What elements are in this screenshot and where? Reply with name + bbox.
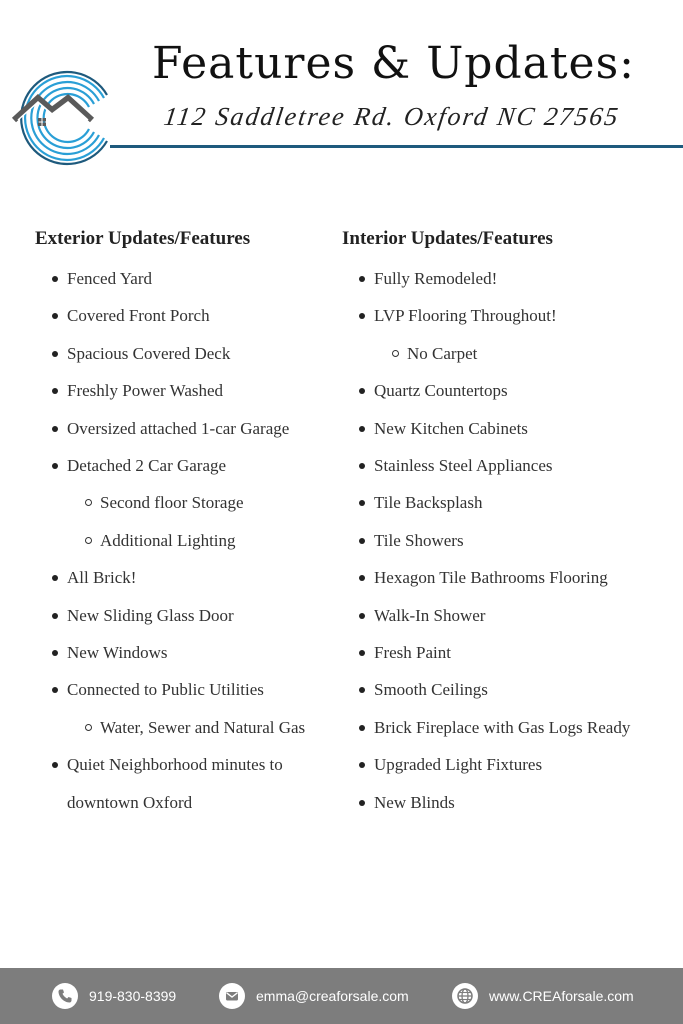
phone-contact[interactable] [52,968,176,1024]
list-item: All Brick! [35,559,345,596]
header-divider [110,145,683,148]
company-logo [12,68,117,168]
exterior-heading: Exterior Updates/Features [35,228,251,249]
email-address: emma@creaforsale.com [256,988,409,1004]
phone-number: 919-830-8399 [89,988,177,1004]
exterior-features-section [35,228,345,821]
property-address: 112 Saddletree Rd. Oxford NC 27565 [162,102,622,131]
contact-footer [0,968,683,1024]
sub-list-item: No Carpet [342,335,677,372]
interior-list [342,260,677,821]
list-item: New Blinds [342,784,677,821]
list-item: Connected to Public Utilities [35,671,345,708]
list-item: Quiet Neighborhood minutes to [35,746,345,783]
list-item: Fresh Paint [342,634,677,671]
website-contact[interactable] [452,968,634,1024]
list-item: Fully Remodeled! [342,260,677,297]
list-item: Stainless Steel Appliances [342,447,677,484]
list-item: Spacious Covered Deck [35,335,345,372]
list-item-continuation: downtown Oxford [67,792,193,812]
list-item: Detached 2 Car Garage [35,447,345,484]
list-item: Quartz Countertops [342,372,677,409]
list-item: Tile Showers [342,522,677,559]
envelope-icon [219,983,245,1009]
list-item: LVP Flooring Throughout! [342,297,677,334]
sub-list-item: Additional Lighting [35,522,345,559]
list-item: New Sliding Glass Door [35,597,345,634]
list-item: Oversized attached 1-car Garage [35,410,345,447]
interior-features-section [342,228,677,821]
website-url: www.CREAforsale.com [489,988,634,1004]
sub-list-item: Water, Sewer and Natural Gas [35,709,345,746]
list-item: Walk-In Shower [342,597,677,634]
sub-list-item: Second floor Storage [35,484,345,521]
list-item: New Windows [35,634,345,671]
phone-icon [52,983,78,1009]
list-item: Upgraded Light Fixtures [342,746,677,783]
interior-heading: Interior Updates/Features [342,228,553,249]
list-item: Brick Fireplace with Gas Logs Ready [342,709,677,746]
email-contact[interactable] [219,968,409,1024]
list-item: Tile Backsplash [342,484,677,521]
page-title: Features & Updates: [152,38,635,89]
list-item: New Kitchen Cabinets [342,410,677,447]
list-item: Freshly Power Washed [35,372,345,409]
globe-icon [452,983,478,1009]
list-item: Smooth Ceilings [342,671,677,708]
list-item: Hexagon Tile Bathrooms Flooring [342,559,677,596]
exterior-list [35,260,345,821]
list-item: Fenced Yard [35,260,345,297]
list-item: Covered Front Porch [35,297,345,334]
